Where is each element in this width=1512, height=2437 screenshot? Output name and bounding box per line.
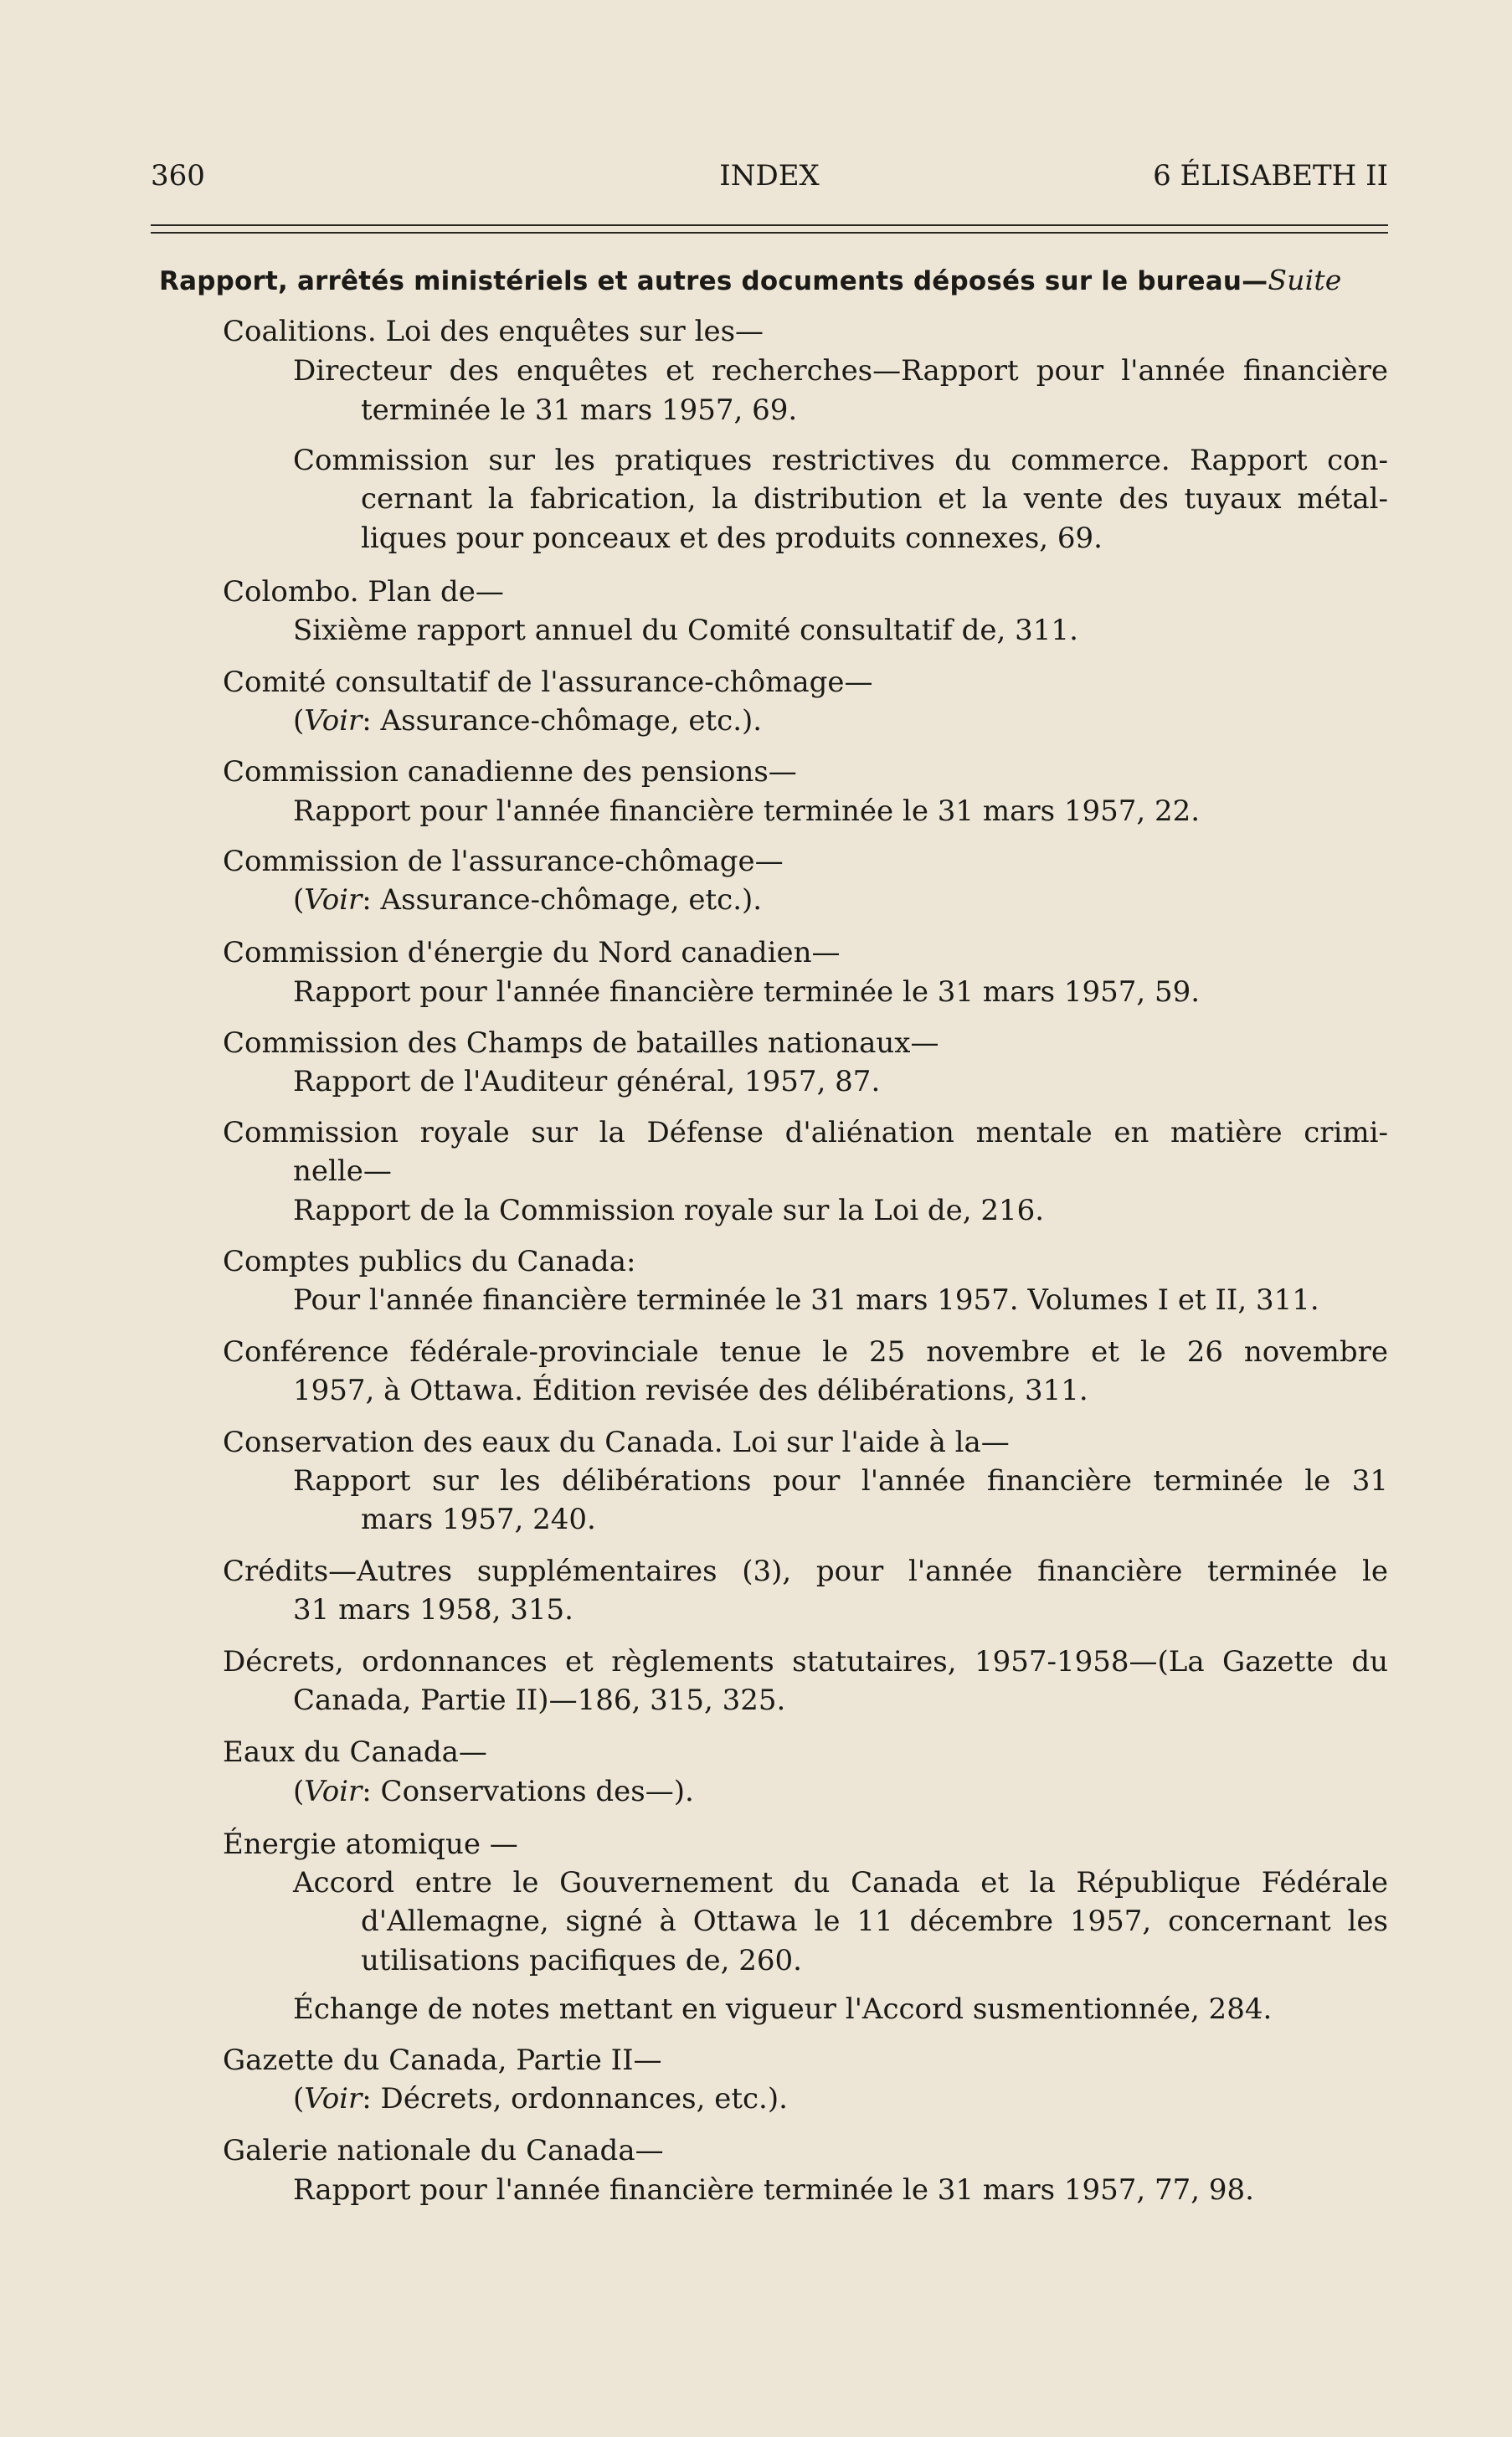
entry-credits: Crédits—Autres supplémentaires (3), pour l'année financière terminée le	[223, 1555, 1388, 1588]
subentry-line: Rapport de l'Auditeur général, 1957, 87.	[293, 1065, 881, 1098]
entry-commission-pensions: Commission canadienne des pensions—	[223, 755, 797, 789]
subentry-line: Sixième rapport annuel du Comité consultatif de, 311.	[293, 614, 1078, 647]
entry-decrets: Décrets, ordonnances et règlements statutaires, 1957-1958—(La Gazette du	[223, 1645, 1388, 1679]
subentry-line: Rapport pour l'année financière terminée le 31 mars 1957, 22.	[293, 794, 1201, 828]
section-title: Rapport, arrêtés ministériels et autres documents déposés sur le bureau—	[159, 266, 1268, 296]
header-rule-bottom	[151, 232, 1388, 234]
page-number: 360	[151, 159, 205, 193]
voir-target: : Conservations des—).	[362, 1775, 694, 1808]
see-reference: (Voir: Conservations des—).	[293, 1775, 694, 1808]
entry-continuation: 1957, à Ottawa. Édition revisée des délibérations, 311.	[293, 1374, 1088, 1407]
see-reference: (Voir: Assurance-chômage, etc.).	[293, 704, 763, 738]
entry-commission-assurance: Commission de l'assurance-chômage—	[223, 845, 784, 878]
entry-coalitions: Coalitions. Loi des enquêtes sur les—	[223, 315, 764, 348]
voir-label: Voir	[304, 2082, 363, 2116]
entry-eaux-canada: Eaux du Canada—	[223, 1735, 487, 1769]
voir-target: : Assurance-chômage, etc.).	[362, 704, 763, 738]
entry-energie-atomique: Énergie atomique —	[223, 1828, 518, 1861]
subentry-line: Directeur des enquêtes et recherches—Rapport pour l'année financière	[293, 354, 1388, 388]
entry-colombo: Colombo. Plan de—	[223, 575, 504, 609]
subentry-line: Accord entre le Gouvernement du Canada et la République Fédérale	[293, 1866, 1388, 1900]
subentry-line: Pour l'année financière terminée le 31 mars 1957. Volumes I et II, 311.	[293, 1283, 1319, 1317]
entry-commission-royale: Commission royale sur la Défense d'aliénation mentale en matière crimi-	[223, 1116, 1388, 1149]
subentry-line: Rapport sur les délibérations pour l'année financière terminée le 31	[293, 1464, 1388, 1498]
header-title: INDEX	[719, 159, 820, 193]
running-header	[151, 159, 1388, 201]
entry-commission-energie: Commission d'énergie du Nord canadien—	[223, 936, 841, 969]
voir-label: Voir	[304, 704, 363, 738]
regnal-year: 6 ÉLISABETH II	[1153, 159, 1388, 193]
header-rule-top	[151, 224, 1388, 226]
subentry-line: Commission sur les pratiques restrictives du commerce. Rapport con-	[293, 444, 1388, 477]
entry-continuation: 31 mars 1958, 315.	[293, 1593, 573, 1627]
section-continued: Suite	[1268, 264, 1342, 296]
entry-galerie-nationale: Galerie nationale du Canada—	[223, 2134, 664, 2167]
subentry-line: cernant la fabrication, la distribution et la vente des tuyaux métal-	[361, 482, 1388, 516]
entry-comite-consultatif: Comité consultatif de l'assurance-chômage—	[223, 666, 873, 699]
see-reference: (Voir: Décrets, ordonnances, etc.).	[293, 2082, 788, 2116]
entry-comptes-publics: Comptes publics du Canada:	[223, 1245, 636, 1278]
subentry-line: Rapport pour l'année financière terminée le 31 mars 1957, 77, 98.	[293, 2173, 1254, 2207]
section-heading	[159, 264, 1342, 296]
subentry-line: utilisations pacifiques de, 260.	[361, 1944, 802, 1977]
voir-label: Voir	[304, 883, 363, 917]
subentry-line: liques pour ponceaux et des produits connexes, 69.	[361, 522, 1103, 555]
entry-continuation: Canada, Partie II)—186, 315, 325.	[293, 1684, 786, 1717]
entry-gazette: Gazette du Canada, Partie II—	[223, 2044, 662, 2077]
voir-label: Voir	[304, 1775, 363, 1808]
voir-target: : Assurance-chômage, etc.).	[362, 883, 763, 917]
subentry-line: Rapport de la Commission royale sur la Loi de, 216.	[293, 1194, 1045, 1227]
entry-champs-batailles: Commission des Champs de batailles nationaux—	[223, 1026, 939, 1060]
entry-conservation-eaux: Conservation des eaux du Canada. Loi sur l'aide à la—	[223, 1426, 1010, 1459]
subentry-line: d'Allemagne, signé à Ottawa le 11 décembre 1957, concernant les	[361, 1905, 1388, 1938]
subentry-line: Échange de notes mettant en vigueur l'Accord susmentionnée, 284.	[293, 1992, 1273, 2026]
subentry-line: mars 1957, 240.	[361, 1503, 596, 1536]
subentry-line: terminée le 31 mars 1957, 69.	[361, 393, 798, 427]
entry-continuation: nelle—	[293, 1154, 392, 1188]
subentry-line: Rapport pour l'année financière terminée le 31 mars 1957, 59.	[293, 975, 1201, 1009]
see-reference: (Voir: Assurance-chômage, etc.).	[293, 883, 763, 917]
voir-target: : Décrets, ordonnances, etc.).	[362, 2082, 788, 2116]
entry-conference: Conférence fédérale-provinciale tenue le 25 novembre et le 26 novembre	[223, 1335, 1388, 1369]
